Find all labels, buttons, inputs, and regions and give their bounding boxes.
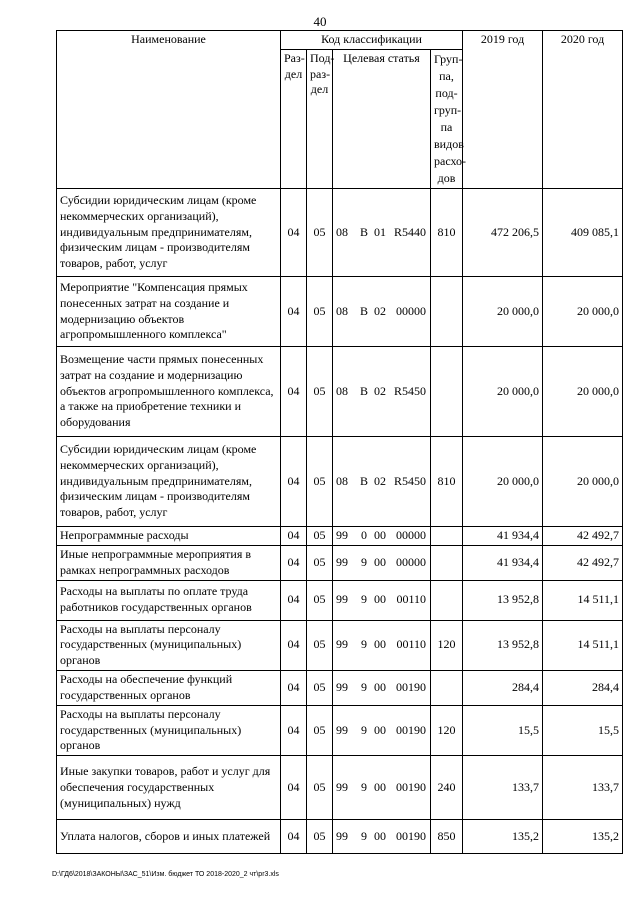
row-target	[333, 527, 431, 546]
row-target	[333, 820, 431, 854]
file-path-footer: D:\ГД6\2018\ЗАКОНЫ\ЗАС_51\Изм. бюджет ТО 2018-2020_2 чт\pr3.xls	[52, 871, 279, 878]
row-group	[431, 580, 463, 620]
row-2019	[463, 347, 543, 437]
row-subsection	[307, 347, 333, 437]
row-name	[57, 620, 281, 670]
amount-2019: 135,2	[512, 828, 540, 843]
row-name	[57, 820, 281, 854]
row-subsection	[307, 820, 333, 854]
table-row	[57, 545, 623, 580]
row-name-text: Субсидии юридическим лицам (кроме некоммерческих организаций), индивидуальным предпринимателям, физическим лицам - производителям товаров, работ, услуг	[60, 193, 257, 271]
row-subsection	[307, 705, 333, 755]
target-part-2: 9	[361, 554, 367, 569]
row-2020	[543, 545, 623, 580]
subsection-code: 05	[313, 779, 326, 794]
target-part-4: 00000	[396, 303, 426, 318]
target-part-4: 00190	[396, 679, 426, 694]
table-row	[57, 820, 623, 854]
row-2020	[543, 437, 623, 527]
row-2019	[463, 545, 543, 580]
target-part-2: 9	[361, 592, 367, 607]
row-subsection	[307, 545, 333, 580]
target-part-4: 00110	[396, 592, 426, 607]
target-part-2: 9	[361, 679, 367, 694]
section-code: 04	[287, 779, 300, 794]
row-target	[333, 347, 431, 437]
amount-2020: 42 492,7	[577, 528, 620, 543]
header-target: Целевая статья	[333, 49, 431, 188]
row-section	[281, 545, 307, 580]
table-row	[57, 189, 623, 277]
target-part-2: 9	[361, 828, 367, 843]
row-target	[333, 580, 431, 620]
subsection-code: 05	[313, 303, 326, 318]
row-2020	[543, 347, 623, 437]
row-2020	[543, 527, 623, 546]
amount-2020: 42 492,7	[577, 554, 620, 569]
subsection-code: 05	[313, 679, 326, 694]
row-section	[281, 437, 307, 527]
page-number: 40	[313, 14, 327, 29]
target-part-1: 08	[336, 473, 348, 488]
row-group	[431, 437, 463, 527]
subsection-code: 05	[313, 383, 326, 398]
amount-2020: 14 511,1	[577, 592, 620, 607]
target-part-2: В	[359, 224, 368, 239]
target-part-1: 99	[336, 637, 348, 652]
row-group	[431, 756, 463, 820]
row-section	[281, 820, 307, 854]
row-name-text: Расходы на выплаты по оплате труда работников государственных органов	[60, 584, 252, 615]
amount-2019: 20 000,0	[497, 383, 540, 398]
table-row	[57, 347, 623, 437]
row-group	[431, 189, 463, 277]
target-part-3: 00	[374, 779, 386, 794]
target-part-4: 00110	[396, 637, 426, 652]
row-group	[431, 820, 463, 854]
row-name	[57, 277, 281, 347]
row-2020	[543, 277, 623, 347]
target-part-2: В	[359, 383, 368, 398]
row-2019	[463, 527, 543, 546]
group-code: 120	[437, 637, 456, 652]
row-2020	[543, 705, 623, 755]
section-code: 04	[287, 592, 300, 607]
row-target	[333, 189, 431, 277]
row-2019	[463, 620, 543, 670]
row-section	[281, 671, 307, 706]
header-subsection: Под- раз- дел	[307, 49, 333, 188]
row-name-text: Возмещение части прямых понесенных затрат на создание и модернизацию объектов агропромышленного комплекса, а также на приобретение техники и оборудования	[60, 352, 274, 430]
table-row	[57, 580, 623, 620]
amount-2019: 472 206,5	[491, 224, 540, 239]
header-group: Груп- па, под- груп- па видов расхо- дов	[431, 49, 463, 188]
table-row	[57, 437, 623, 527]
amount-2020: 15,5	[598, 722, 620, 737]
row-section	[281, 580, 307, 620]
amount-2019: 41 934,4	[497, 528, 540, 543]
row-section	[281, 189, 307, 277]
section-code: 04	[287, 303, 300, 318]
row-group	[431, 620, 463, 670]
target-part-4: R5450	[393, 473, 426, 488]
table-body	[57, 189, 623, 854]
target-part-1: 08	[336, 303, 348, 318]
target-part-2: 9	[361, 637, 367, 652]
row-2019	[463, 189, 543, 277]
table-row	[57, 671, 623, 706]
target-part-3: 00	[374, 554, 386, 569]
target-part-1: 99	[336, 528, 348, 543]
target-part-2: В	[359, 303, 368, 318]
table-row	[57, 620, 623, 670]
row-2020	[543, 620, 623, 670]
row-2019	[463, 820, 543, 854]
group-code: 120	[437, 722, 456, 737]
row-name	[57, 756, 281, 820]
target-part-4: 00190	[396, 779, 426, 794]
subsection-code: 05	[313, 828, 326, 843]
table-row	[57, 756, 623, 820]
header-name: Наименование	[57, 31, 281, 189]
row-name-text: Непрограммные расходы	[60, 528, 189, 543]
amount-2019: 41 934,4	[497, 554, 540, 569]
section-code: 04	[287, 722, 300, 737]
target-part-4: R5440	[393, 224, 426, 239]
row-section	[281, 347, 307, 437]
row-section	[281, 620, 307, 670]
target-part-2: 9	[361, 779, 367, 794]
row-2019	[463, 277, 543, 347]
amount-2020: 133,7	[592, 779, 620, 794]
budget-table	[56, 30, 623, 854]
section-code: 04	[287, 473, 300, 488]
section-code: 04	[287, 554, 300, 569]
group-code: 850	[437, 828, 456, 843]
row-target	[333, 277, 431, 347]
row-2020	[543, 189, 623, 277]
amount-2019: 13 952,8	[497, 592, 540, 607]
row-2020	[543, 580, 623, 620]
row-2019	[463, 437, 543, 527]
row-subsection	[307, 580, 333, 620]
target-part-1: 99	[336, 779, 348, 794]
row-name	[57, 189, 281, 277]
row-group	[431, 545, 463, 580]
amount-2020: 20 000,0	[577, 303, 620, 318]
subsection-code: 05	[313, 637, 326, 652]
row-name-text: Иные непрограммные мероприятия в рамках непрограммных расходов	[60, 546, 252, 577]
target-part-4: R5450	[393, 383, 426, 398]
target-part-4: 00190	[396, 722, 426, 737]
row-2019	[463, 756, 543, 820]
row-name	[57, 671, 281, 706]
amount-2019: 20 000,0	[497, 303, 540, 318]
row-target	[333, 620, 431, 670]
group-code: 240	[437, 779, 456, 794]
row-name-text: Расходы на обеспечение функций государственных органов	[60, 672, 233, 702]
target-part-3: 00	[374, 637, 386, 652]
row-name-text: Уплата налогов, сборов и иных платежей	[60, 828, 271, 843]
target-part-4: 00000	[396, 554, 426, 569]
subsection-code: 05	[313, 592, 326, 607]
table-row	[57, 705, 623, 755]
row-name	[57, 527, 281, 546]
row-subsection	[307, 189, 333, 277]
subsection-code: 05	[313, 473, 326, 488]
row-group	[431, 671, 463, 706]
table-row	[57, 277, 623, 347]
target-part-1: 99	[336, 679, 348, 694]
target-part-4: 00190	[396, 828, 426, 843]
row-name	[57, 347, 281, 437]
row-target	[333, 671, 431, 706]
row-subsection	[307, 620, 333, 670]
row-2019	[463, 705, 543, 755]
target-part-3: 00	[374, 722, 386, 737]
row-name	[57, 437, 281, 527]
amount-2019: 284,4	[512, 679, 540, 694]
row-name	[57, 580, 281, 620]
row-2020	[543, 820, 623, 854]
amount-2019: 133,7	[512, 779, 540, 794]
header-2020: 2020 год	[543, 31, 623, 189]
row-2020	[543, 671, 623, 706]
row-group	[431, 527, 463, 546]
target-part-3: 01	[374, 224, 386, 239]
row-name-text: Расходы на выплаты персоналу государственных (муниципальных) органов	[60, 621, 242, 668]
row-subsection	[307, 437, 333, 527]
row-2019	[463, 580, 543, 620]
target-part-1: 99	[336, 828, 348, 843]
row-name-text: Расходы на выплаты персоналу государственных (муниципальных) органов	[60, 706, 242, 753]
amount-2020: 20 000,0	[577, 473, 620, 488]
target-part-3: 02	[374, 383, 386, 398]
target-part-3: 00	[374, 592, 386, 607]
target-part-1: 99	[336, 592, 348, 607]
row-target	[333, 437, 431, 527]
row-target	[333, 545, 431, 580]
section-code: 04	[287, 637, 300, 652]
group-code: 810	[437, 224, 456, 239]
section-code: 04	[287, 224, 300, 239]
target-part-2: В	[359, 473, 368, 488]
amount-2020: 135,2	[592, 828, 620, 843]
row-subsection	[307, 527, 333, 546]
row-2019	[463, 671, 543, 706]
row-subsection	[307, 277, 333, 347]
row-section	[281, 756, 307, 820]
row-target	[333, 756, 431, 820]
amount-2019: 20 000,0	[497, 473, 540, 488]
target-part-1: 99	[336, 554, 348, 569]
row-subsection	[307, 756, 333, 820]
target-part-1: 99	[336, 722, 348, 737]
row-name-text: Иные закупки товаров, работ и услуг для обеспечения государственных (муниципальных) нужд	[60, 763, 271, 810]
subsection-code: 05	[313, 528, 326, 543]
row-name-text: Субсидии юридическим лицам (кроме некоммерческих организаций), индивидуальным предпринимателям, физическим лицам - производителям товаров, работ, услуг	[60, 442, 257, 520]
target-part-1: 08	[336, 383, 348, 398]
amount-2020: 409 085,1	[571, 224, 620, 239]
group-code: 810	[437, 473, 456, 488]
section-code: 04	[287, 383, 300, 398]
row-2020	[543, 756, 623, 820]
amount-2020: 20 000,0	[577, 383, 620, 398]
row-name-text: Мероприятие "Компенсация прямых понесенных затрат на создание и модернизацию объектов агропромышленного комплекса"	[60, 279, 248, 342]
header-2019: 2019 год	[463, 31, 543, 189]
target-part-2: 0	[361, 528, 367, 543]
amount-2019: 15,5	[518, 722, 540, 737]
section-code: 04	[287, 528, 300, 543]
header-class-code: Код классификации	[281, 31, 463, 50]
amount-2020: 284,4	[592, 679, 620, 694]
target-part-3: 00	[374, 528, 386, 543]
section-code: 04	[287, 828, 300, 843]
target-part-3: 02	[374, 473, 386, 488]
section-code: 04	[287, 679, 300, 694]
amount-2020: 14 511,1	[577, 637, 620, 652]
target-part-3: 02	[374, 303, 386, 318]
target-part-2: 9	[361, 722, 367, 737]
subsection-code: 05	[313, 224, 326, 239]
row-name	[57, 545, 281, 580]
target-part-3: 00	[374, 828, 386, 843]
amount-2019: 13 952,8	[497, 637, 540, 652]
target-part-3: 00	[374, 679, 386, 694]
row-subsection	[307, 671, 333, 706]
target-part-4: 00000	[396, 528, 426, 543]
subsection-code: 05	[313, 722, 326, 737]
row-group	[431, 277, 463, 347]
target-part-1: 08	[336, 224, 348, 239]
row-section	[281, 705, 307, 755]
header-section: Раз- дел	[281, 49, 307, 188]
table-row	[57, 527, 623, 546]
row-target	[333, 705, 431, 755]
row-group	[431, 347, 463, 437]
subsection-code: 05	[313, 554, 326, 569]
row-group	[431, 705, 463, 755]
row-section	[281, 277, 307, 347]
row-name	[57, 705, 281, 755]
row-section	[281, 527, 307, 546]
